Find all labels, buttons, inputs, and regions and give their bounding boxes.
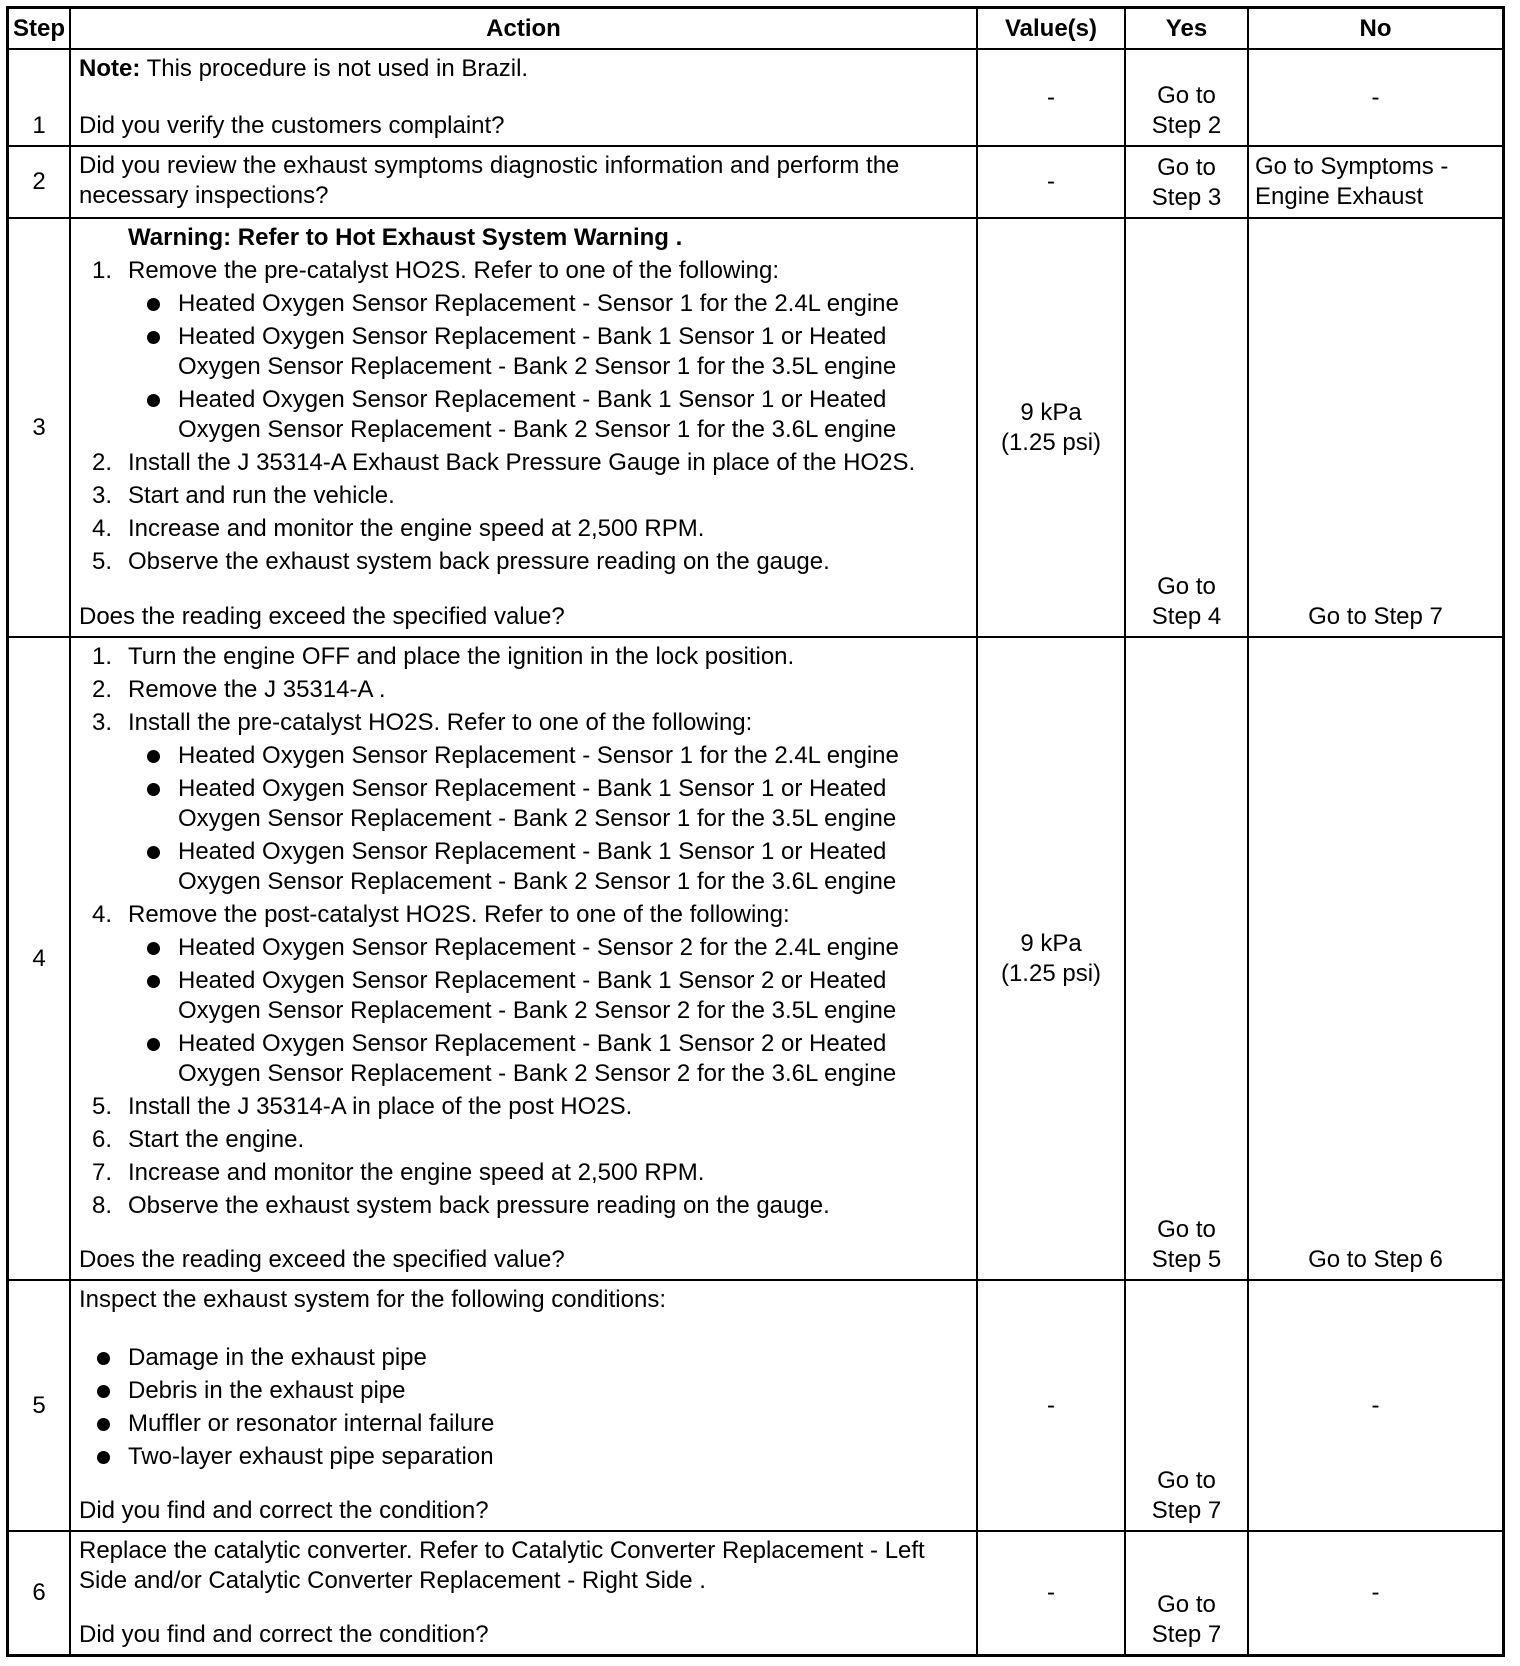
- bullet-text: Heated Oxygen Sensor Replacement - Sensor 1 for the 2.4L engine: [178, 742, 899, 769]
- bullet-icon: [147, 298, 160, 311]
- bullet-text: Oxygen Sensor Replacement - Bank 2 Sensor 2 for the 3.5L engine: [178, 997, 897, 1024]
- sub-bullet-item: [79, 741, 968, 771]
- question: Did you verify the customers complaint?: [79, 112, 505, 139]
- list-text: Observe the exhaust system back pressure reading on the gauge.: [128, 1192, 830, 1219]
- bullet-text: Oxygen Sensor Replacement - Bank 2 Sensor 1 for the 3.6L engine: [178, 416, 897, 443]
- list-text: Turn the engine OFF and place the ignition in the lock position.: [128, 643, 795, 670]
- bullet-item: [79, 1442, 968, 1472]
- note-text: This procedure is not used in Brazil.: [146, 55, 529, 82]
- warning-text: Warning: Refer to Hot Exhaust System Warning .: [128, 224, 683, 251]
- list-item: [79, 448, 968, 478]
- question: Did you find and correct the condition?: [79, 1621, 489, 1648]
- list-item: [79, 547, 968, 577]
- value-text: 9 kPa: [1020, 929, 1082, 957]
- list-item: [79, 1092, 968, 1122]
- diagnostic-table: [6, 6, 1505, 1657]
- bullet-icon: [147, 846, 160, 859]
- sub-bullet-item: [79, 322, 968, 382]
- bullet-text: Oxygen Sensor Replacement - Bank 2 Sensor 1 for the 3.5L engine: [178, 353, 897, 380]
- bullet-icon: [97, 1451, 110, 1464]
- yes-text: Go to Step 7: [1151, 1467, 1222, 1524]
- step-number: [9, 1281, 69, 1530]
- action-cell: [71, 638, 976, 1279]
- list-number: 5.: [91, 1093, 112, 1120]
- bullet-text: Two-layer exhaust pipe separation: [128, 1443, 494, 1470]
- action-text-line: Side and/or Catalytic Converter Replacement - Right Side .: [79, 1567, 706, 1594]
- list-item: [79, 514, 968, 544]
- bullet-icon: [147, 1038, 160, 1051]
- sub-bullet-item: [79, 385, 968, 445]
- list-number: 1.: [91, 257, 112, 284]
- yes-cell: [1126, 147, 1247, 217]
- no-text: Go to Symptoms - Engine Exhaust: [1255, 153, 1449, 210]
- value-cell: [978, 147, 1124, 217]
- step-number: [9, 1532, 69, 1654]
- list-number: 1.: [91, 643, 112, 670]
- bullet-icon: [147, 783, 160, 796]
- bullet-item: [79, 1343, 968, 1373]
- sub-bullet-item: [79, 837, 968, 897]
- step-number-text: 2: [32, 168, 46, 195]
- list-text: Install the J 35314-A in place of the post HO2S.: [128, 1093, 633, 1120]
- bullet-list: [79, 1340, 968, 1472]
- no-cell: [1249, 638, 1502, 1279]
- no-cell: [1249, 50, 1502, 145]
- bullet-item: [79, 1409, 968, 1439]
- list-text: Increase and monitor the engine speed at 2,500 RPM.: [128, 1159, 705, 1186]
- bullet-text: Heated Oxygen Sensor Replacement - Sensor 1 for the 2.4L engine: [178, 290, 899, 317]
- yes-cell: [1126, 638, 1247, 1279]
- list-text: Increase and monitor the engine speed at 2,500 RPM.: [128, 515, 705, 542]
- list-number: 6.: [91, 1126, 112, 1153]
- bullet-icon: [97, 1418, 110, 1431]
- no-cell: [1249, 147, 1502, 217]
- step-number: [9, 50, 69, 145]
- value-cell: [978, 1532, 1124, 1654]
- no-text: Go to Step 6: [1308, 1246, 1443, 1273]
- value-cell: [978, 219, 1124, 636]
- sub-bullet-item: [79, 289, 968, 319]
- action-cell: [71, 147, 976, 217]
- step-number-text: 1: [32, 112, 46, 139]
- step-number-text: 5: [32, 1391, 46, 1419]
- bullet-text: Damage in the exhaust pipe: [128, 1344, 427, 1371]
- list-item: [79, 481, 968, 511]
- list-item: [79, 900, 968, 930]
- no-cell: [1249, 1532, 1502, 1654]
- action-text-line: necessary inspections?: [79, 182, 329, 209]
- value-text: -: [1047, 83, 1055, 111]
- question: Does the reading exceed the specified value?: [79, 603, 565, 630]
- action-cell: [71, 219, 976, 636]
- no-text: -: [1371, 1391, 1380, 1419]
- note-line: [79, 54, 968, 84]
- list-number: 8.: [91, 1192, 112, 1219]
- list-item: [79, 708, 968, 738]
- sub-bullet-item: [79, 966, 968, 1026]
- bullet-icon: [147, 975, 160, 988]
- list-number: 2.: [91, 449, 112, 476]
- list-text: Install the J 35314-A Exhaust Back Pressure Gauge in place of the HO2S.: [128, 449, 916, 476]
- action-cell: [71, 1281, 976, 1530]
- no-text: Go to Step 7: [1308, 603, 1443, 630]
- action-text-line: Replace the catalytic converter. Refer to Catalytic Converter Replacement - Left: [79, 1537, 925, 1564]
- bullet-item: [79, 1376, 968, 1406]
- list-text: Install the pre-catalyst HO2S. Refer to one of the following:: [128, 709, 753, 736]
- sub-bullet-item: [79, 1029, 968, 1089]
- question: Did you find and correct the condition?: [79, 1497, 489, 1524]
- bullet-text: Heated Oxygen Sensor Replacement - Bank 1 Sensor 2 or Heated: [178, 967, 887, 994]
- list-text: Remove the J 35314-A .: [128, 676, 386, 703]
- no-cell: [1249, 1281, 1502, 1530]
- bullet-text: Heated Oxygen Sensor Replacement - Bank 1 Sensor 1 or Heated: [178, 386, 887, 413]
- value-text: -: [1047, 1391, 1055, 1419]
- bullet-text: Heated Oxygen Sensor Replacement - Sensor 2 for the 2.4L engine: [178, 934, 899, 961]
- yes-text: Go to Step 7: [1151, 1591, 1222, 1648]
- yes-text: Go to Step 5: [1151, 1216, 1222, 1273]
- yes-text: Go to Step 3: [1151, 154, 1222, 211]
- header-values: Value(s): [978, 9, 1124, 48]
- step-number-text: 4: [32, 944, 46, 972]
- list-number: 4.: [91, 901, 112, 928]
- list-item: [79, 1158, 968, 1188]
- bullet-text: Heated Oxygen Sensor Replacement - Bank 1 Sensor 2 or Heated: [178, 1030, 887, 1057]
- list-item: [79, 1191, 968, 1221]
- list-number: 4.: [91, 515, 112, 542]
- bullet-text: Oxygen Sensor Replacement - Bank 2 Sensor 2 for the 3.6L engine: [178, 1060, 897, 1087]
- list-text: Remove the pre-catalyst HO2S. Refer to one of the following:: [128, 257, 779, 284]
- list-text: Observe the exhaust system back pressure reading on the gauge.: [128, 548, 830, 575]
- step-number-text: 3: [32, 413, 46, 441]
- bullet-icon: [147, 331, 160, 344]
- list-item: [79, 675, 968, 705]
- action-text-line: Did you review the exhaust symptoms diagnostic information and perform the: [79, 152, 900, 179]
- bullet-text: Heated Oxygen Sensor Replacement - Bank 1 Sensor 1 or Heated: [178, 838, 887, 865]
- step-number: [9, 219, 69, 636]
- action-cell: [71, 1532, 976, 1654]
- bullet-text: Heated Oxygen Sensor Replacement - Bank 1 Sensor 1 or Heated: [178, 775, 887, 802]
- note-label: Note:: [79, 55, 141, 82]
- yes-text: Go to Step 4: [1151, 573, 1222, 630]
- step-number: [9, 147, 69, 217]
- value-text: -: [1047, 168, 1055, 195]
- yes-cell: [1126, 219, 1247, 636]
- header-yes: Yes: [1126, 9, 1247, 48]
- header-step: Step: [9, 9, 69, 48]
- list-number: 2.: [91, 676, 112, 703]
- bullet-text: Debris in the exhaust pipe: [128, 1377, 406, 1404]
- list-number: 3.: [91, 482, 112, 509]
- header-no: No: [1249, 9, 1502, 48]
- list-item: [79, 256, 968, 286]
- bullet-text: Oxygen Sensor Replacement - Bank 2 Sensor 1 for the 3.6L engine: [178, 868, 897, 895]
- list-item: [79, 1125, 968, 1155]
- no-text: -: [1371, 1579, 1380, 1606]
- yes-cell: [1126, 1281, 1247, 1530]
- question: Does the reading exceed the specified value?: [79, 1246, 565, 1273]
- yes-cell: [1126, 1532, 1247, 1654]
- yes-text: Go to Step 2: [1151, 82, 1222, 139]
- step-number: [9, 638, 69, 1279]
- bullet-icon: [97, 1352, 110, 1365]
- action-cell: [71, 50, 976, 145]
- bullet-text: Oxygen Sensor Replacement - Bank 2 Sensor 1 for the 3.5L engine: [178, 805, 897, 832]
- bullet-icon: [147, 750, 160, 763]
- bullet-icon: [97, 1385, 110, 1398]
- list-number: 3.: [91, 709, 112, 736]
- list-number: 5.: [91, 548, 112, 575]
- no-cell: [1249, 219, 1502, 636]
- list-item: [79, 642, 968, 672]
- value-text: 9 kPa: [1020, 398, 1082, 426]
- list-number: 7.: [91, 1159, 112, 1186]
- value-text-alt: (1.25 psi): [1000, 959, 1102, 987]
- bullet-icon: [147, 394, 160, 407]
- value-text-alt: (1.25 psi): [1000, 428, 1102, 456]
- value-text: -: [1047, 1579, 1055, 1606]
- list-text: Remove the post-catalyst HO2S. Refer to one of the following:: [128, 901, 790, 928]
- bullet-text: Muffler or resonator internal failure: [128, 1410, 495, 1437]
- no-text: -: [1371, 83, 1380, 111]
- intro-text: Inspect the exhaust system for the following conditions:: [79, 1286, 666, 1313]
- list-text: Start and run the vehicle.: [128, 482, 395, 509]
- header-action: Action: [71, 9, 976, 48]
- step-number-text: 6: [32, 1579, 46, 1606]
- yes-cell: [1126, 50, 1247, 145]
- bullet-text: Heated Oxygen Sensor Replacement - Bank 1 Sensor 1 or Heated: [178, 323, 887, 350]
- bullet-icon: [147, 942, 160, 955]
- value-cell: [978, 638, 1124, 1279]
- value-cell: [978, 50, 1124, 145]
- sub-bullet-item: [79, 933, 968, 963]
- list-text: Start the engine.: [128, 1126, 305, 1153]
- sub-bullet-item: [79, 774, 968, 834]
- value-cell: [978, 1281, 1124, 1530]
